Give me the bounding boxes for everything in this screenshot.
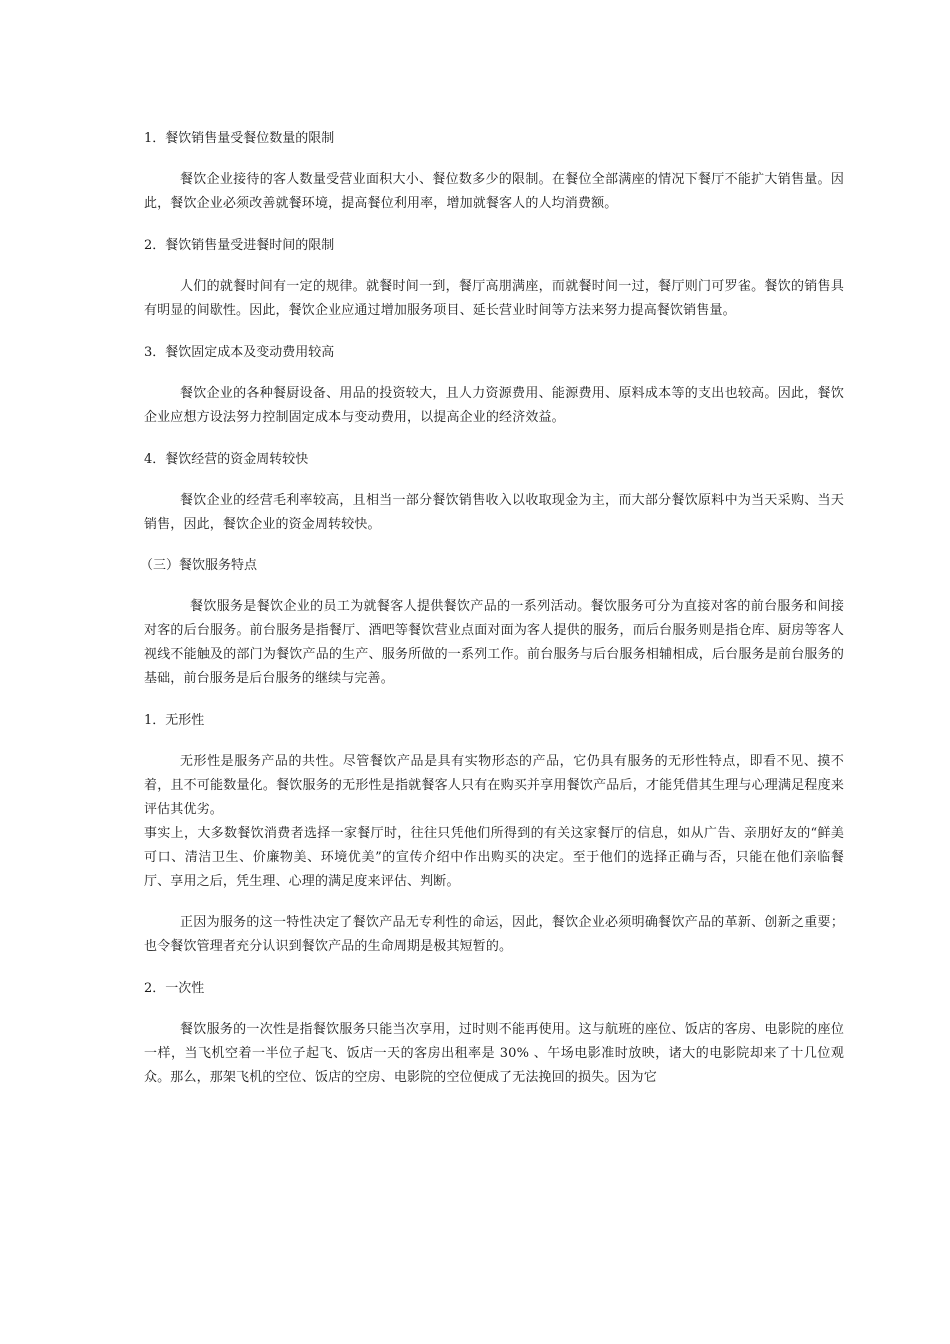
paragraph: 餐饮服务是餐饮企业的员工为就餐客人提供餐饮产品的一系列活动。餐饮服务可分为直接对客的前台服务和间接对客的后台服务。前台服务是指餐厅、酒吧等餐饮营业点面对面为客人提供的服务，而后台服务则是指仓库、厨房等客人视线不能触及的部门为餐饮产品的生产、服务所做的一系列工作。前台服务与后台服务相辅相成，后台服务是前台服务的基础，前台服务是后台服务的继续与完善。 — [144, 599, 844, 686]
section-heading: 2．餐饮销售量受进餐时间的限制 — [144, 238, 335, 253]
paragraph: 餐饮企业的经营毛利率较高，且相当一部分餐饮销售收入以收取现金为主，而大部分餐饮原料中为当天采购、当天销售，因此，餐饮企业的资金周转较快。 — [144, 493, 844, 532]
paragraph: 餐饮企业接待的客人数量受营业面积大小、餐位数多少的限制。在餐位全部满座的情况下餐厅不能扩大销售量。因此，餐饮企业必须改善就餐环境，提高餐位利用率，增加就餐客人的人均消费额。 — [144, 172, 844, 211]
subsection-heading: （三）餐饮服务特点 — [140, 558, 258, 573]
paragraph: 餐饮服务的一次性是指餐饮服务只能当次享用，过时则不能再使用。这与航班的座位、饭店的客房、电影院的座位一样，当飞机空着一半位子起飞、饭店一天的客房出租率是 30% 、午场电影准时放映，诸大的电影院却来了十几位观众。那么，那架飞机的空位、饭店的空房、电影院的空位便成了无法挽回的损失。因为它 — [144, 1022, 844, 1085]
paragraph: 正因为服务的这一特性决定了餐饮产品无专利性的命运，因此，餐饮企业必须明确餐饮产品的革新、创新之重要；也令餐饮管理者充分认识到餐饮产品的生命周期是极其短暂的。 — [144, 915, 844, 954]
document-body — [140, 126, 844, 1107]
section-heading: 3．餐饮固定成本及变动费用较高 — [144, 345, 335, 360]
paragraph: 人们的就餐时间有一定的规律。就餐时间一到，餐厅高朋满座，而就餐时间一过，餐厅则门可罗雀。餐饮的销售具有明显的间歇性。因此，餐饮企业应通过增加服务项目、延长营业时间等方法来努力提高餐饮销售量。 — [144, 279, 844, 318]
section-heading: 1．餐饮销售量受餐位数量的限制 — [144, 131, 335, 146]
paragraph: 无形性是服务产品的共性。尽管餐饮产品是具有实物形态的产品，它仍具有服务的无形性特点，即看不见、摸不着，且不可能数量化。餐饮服务的无形性是指就餐客人只有在购买并享用餐饮产品后，才能凭借其生理与心理满足程度来评估其优劣。 — [144, 754, 844, 817]
paragraph: 餐饮企业的各种餐厨设备、用品的投资较大，且人力资源费用、能源费用、原料成本等的支出也较高。因此，餐饮企业应想方设法努力控制固定成本与变动费用，以提高企业的经济效益。 — [144, 386, 844, 425]
section-heading: 2．一次性 — [144, 981, 205, 996]
paragraph: 事实上，大多数餐饮消费者选择一家餐厅时，往往只凭他们所得到的有关这家餐厅的信息，如从广告、亲朋好友的“鲜美可口、清洁卫生、价廉物美、环境优美”的宣传介绍中作出购买的决定。至于他们的选择正确与否，只能在他们亲临餐厅、享用之后，凭生理、心理的满足度来评估、判断。 — [144, 826, 844, 889]
section-heading: 1．无形性 — [144, 713, 205, 728]
section-heading: 4．餐饮经营的资金周转较快 — [144, 452, 309, 467]
